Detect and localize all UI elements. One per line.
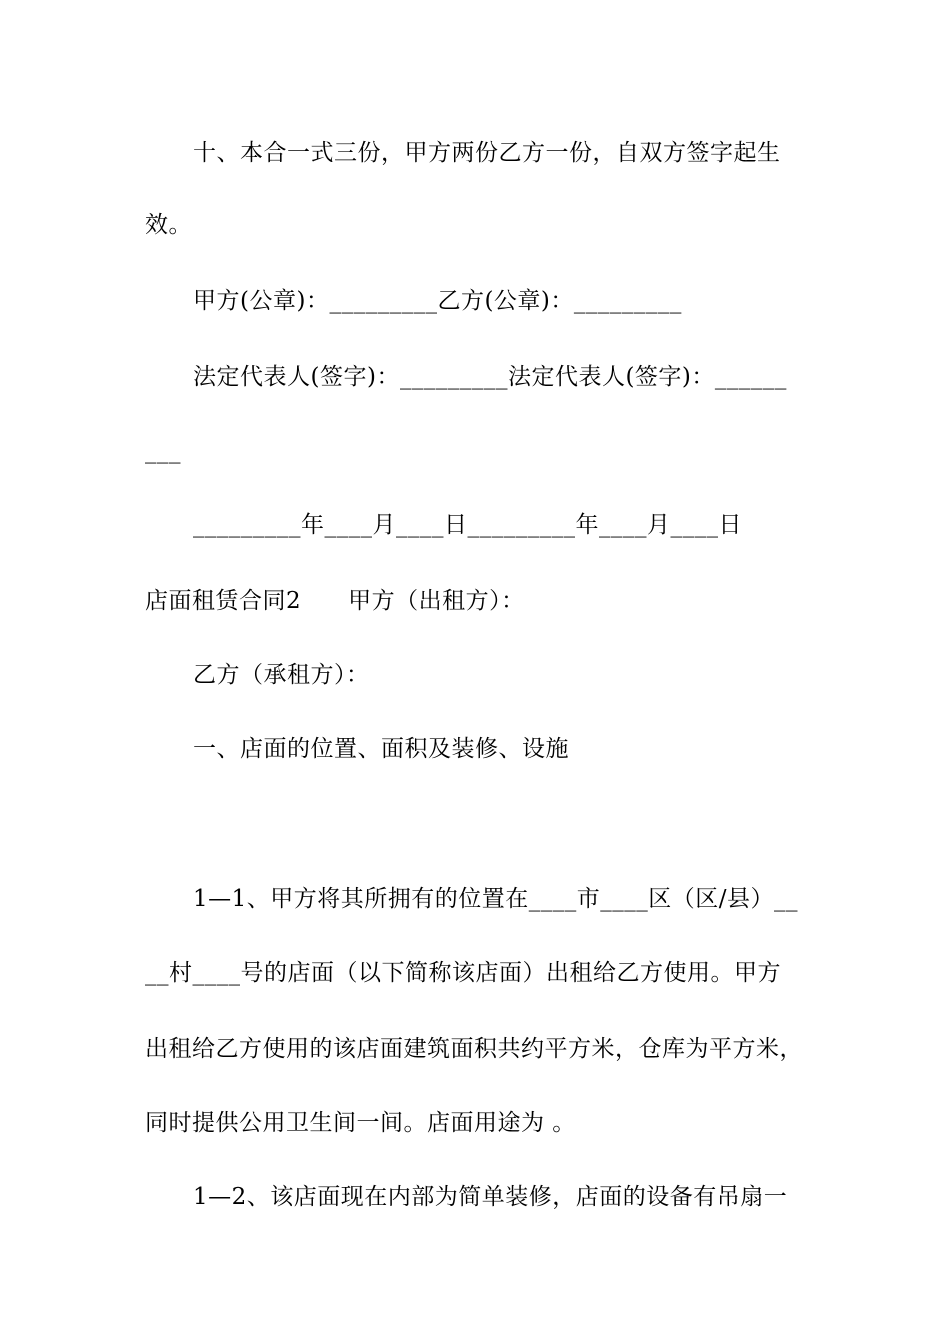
clause-ten-line-2: 效。 xyxy=(145,212,192,238)
clause-1-1-line-2: __村____号的店面（以下简称该店面）出租给乙方使用。甲方 xyxy=(145,960,781,986)
seal-line: 甲方(公章)：_________乙方(公章)：_________ xyxy=(193,288,682,314)
contract-2-title-line: 店面租赁合同2 甲方（出租方）： xyxy=(145,588,525,614)
legal-rep-signature-line: 法定代表人(签字)：_________法定代表人(签字)：______ xyxy=(193,364,787,390)
lessee-line: 乙方（承租方）： xyxy=(193,662,370,688)
clause-1-1-line-1: 1—1、甲方将其所拥有的位置在____市____区（区/县）__ xyxy=(193,886,799,912)
clause-1-1-line-3: 出租给乙方使用的该店面建筑面积共约平方米，仓库为平方米， xyxy=(145,1036,803,1062)
section-one-heading: 一、店面的位置、面积及装修、设施 xyxy=(193,736,569,762)
legal-rep-signature-continuation: ___ xyxy=(145,438,181,464)
clause-1-1-line-4: 同时提供公用卫生间一间。店面用途为 。 xyxy=(145,1110,576,1136)
clause-ten-line-1: 十、本合一式三份，甲方两份乙方一份，自双方签字起生 xyxy=(193,140,781,166)
date-line: _________年____月____日_________年____月____日 xyxy=(193,512,742,538)
clause-1-2-line-1: 1—2、该店面现在内部为简单装修，店面的设备有吊扇一 xyxy=(193,1184,788,1210)
